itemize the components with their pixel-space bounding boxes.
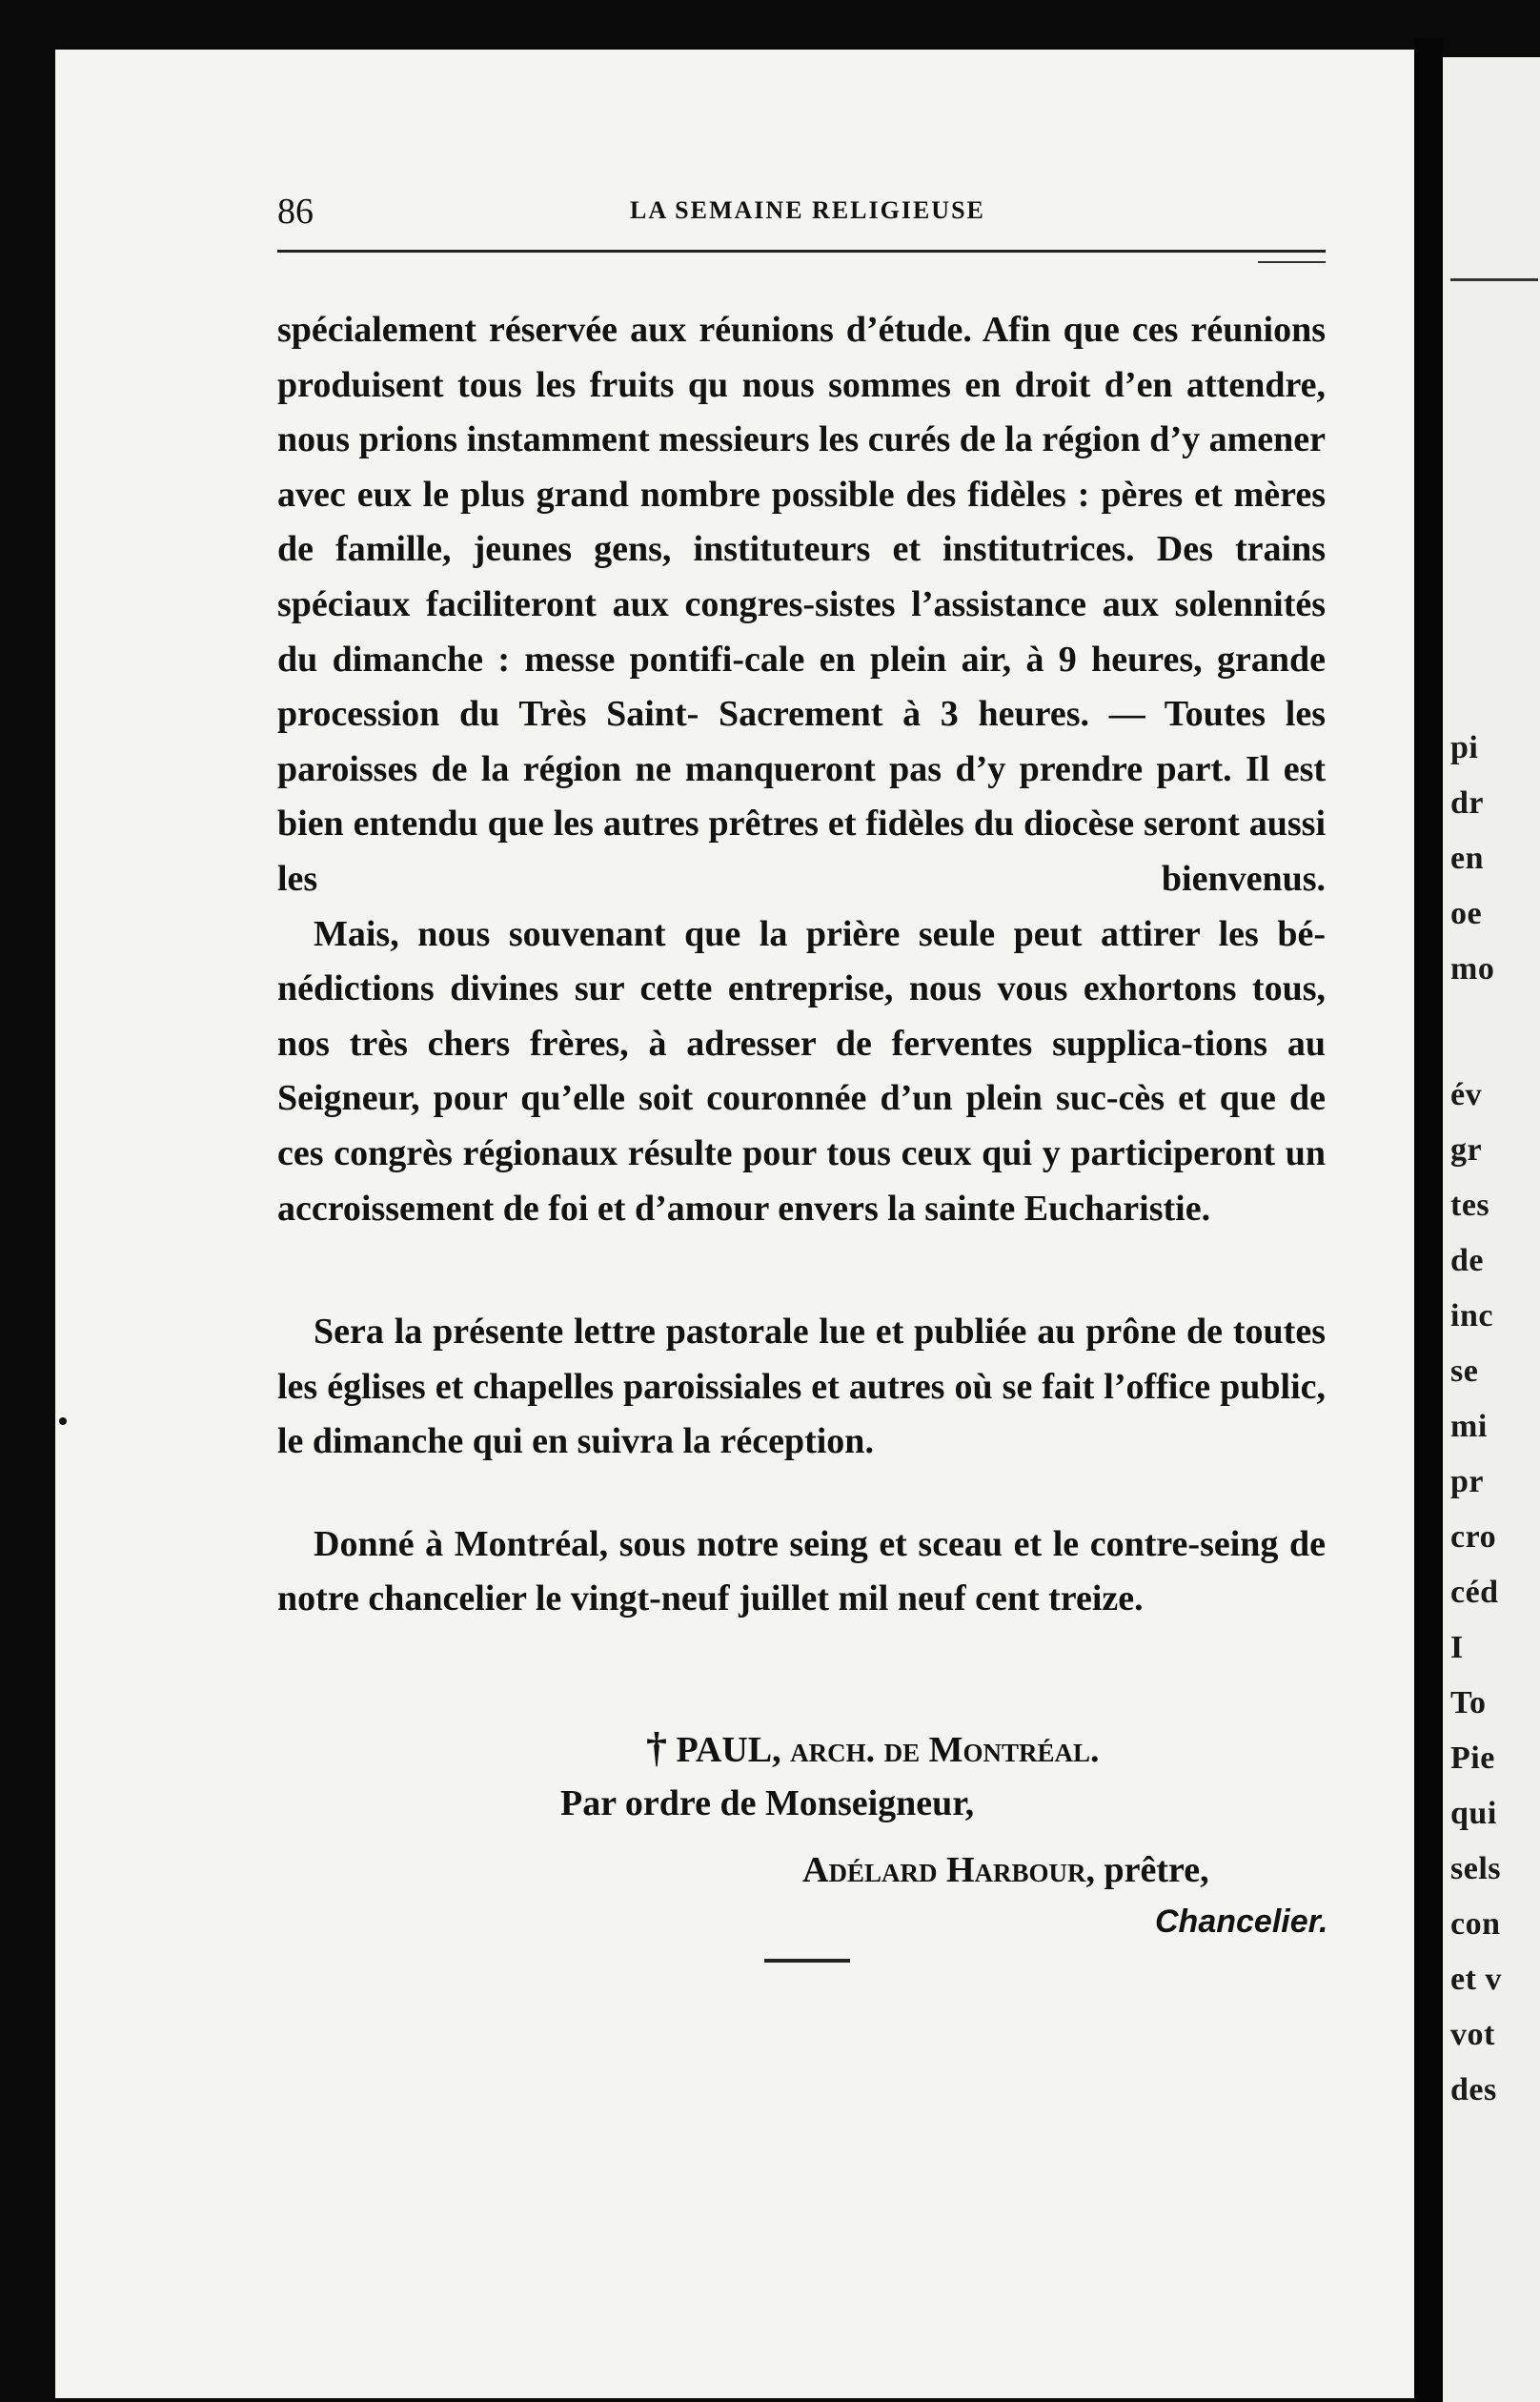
closing-rule <box>764 1959 850 1963</box>
text-line: tous, nos très chers frères, à adresser de ferventes supplica- <box>277 968 1326 1064</box>
scan-speck <box>59 1417 67 1425</box>
adjacent-page-fragment: des <box>1450 2072 1497 2107</box>
adjacent-page-fragment: év <box>1450 1077 1483 1112</box>
adjacent-page-fragment: se <box>1450 1354 1479 1389</box>
text-line: Donné à Montréal, sous notre seing et sceau et le contre- <box>314 1523 1201 1564</box>
adjacent-page-fragment: qui <box>1450 1796 1497 1831</box>
adjacent-page-fragment: pi <box>1450 730 1479 765</box>
page-header <box>277 191 1326 232</box>
book-spine <box>1414 38 1443 2402</box>
adjacent-page-fragment: To <box>1450 1685 1487 1720</box>
adjacent-page-fragment: con <box>1450 1906 1501 1942</box>
text-line: réunions produisent tous les fruits qu nous sommes en droit <box>277 310 1326 405</box>
text-line: nédictions divines sur cette entreprise, nous vous exhortons <box>277 968 1237 1009</box>
running-title: LA SEMAINE RELIGIEUSE <box>630 196 985 224</box>
secretary-role: prêtre, <box>1104 1850 1209 1890</box>
secretary-name: Adélard Harbour, <box>802 1850 1096 1890</box>
text-line: et institutrices. Des trains spéciaux faciliteront aux congres- <box>277 529 1326 624</box>
adjacent-page-fragment: mi <box>1450 1409 1488 1444</box>
text-line: sainte Eucharistie. <box>924 1188 1211 1229</box>
chancellor-title: Chancelier. <box>1155 1903 1328 1940</box>
archbishop-name: PAUL, <box>676 1730 781 1770</box>
text-line: l’office public, le dimanche qui en suivra la réception. <box>277 1366 1326 1462</box>
secretary-signature <box>802 1849 1209 1891</box>
adjacent-page-fragment: mo <box>1450 951 1495 987</box>
text-line: d’en attendre, nous prions instamment messieurs les curés de <box>277 364 1327 460</box>
text-line: Mais, nous souvenant que la prière seule peut attirer les bé- <box>314 913 1326 954</box>
adjacent-page-fragment: Pie <box>1450 1740 1495 1776</box>
text-line: seing de notre chancelier le vingt-neuf juillet mil neuf cent <box>277 1523 1326 1619</box>
adjacent-page-fragment: sels <box>1450 1851 1501 1886</box>
header-rule-secondary <box>1258 261 1326 263</box>
adjacent-page-fragment: inc <box>1450 1298 1493 1333</box>
adjacent-page-fragment: tes <box>1450 1188 1490 1223</box>
adjacent-page-fragment: en <box>1450 841 1484 876</box>
text-line: Sera la présente lettre pastorale lue et publiée au prône de <box>314 1312 1224 1353</box>
text-line: sistes l’assistance aux solennités du dimanche : messe pontifi- <box>277 583 1327 680</box>
paragraph <box>277 303 1326 907</box>
text-line: spécialement réservée aux réunions d’étude. Afin que ces <box>277 310 1179 350</box>
adjacent-page-fragment: oe <box>1450 896 1483 931</box>
adjacent-page-fragment: vot <box>1450 2017 1495 2052</box>
adjacent-page-fragment: I <box>1450 1630 1464 1665</box>
adjacent-page-fragment: de <box>1450 1243 1484 1278</box>
text-line: cale en plein air, à 9 heures, grande procession du Très Saint- <box>277 639 1326 735</box>
archbishop-signature <box>646 1723 1100 1772</box>
text-line: cès et que de ces congrès régionaux résulte pour tous ceux qui <box>277 1078 1326 1173</box>
body-text <box>277 303 1326 1627</box>
text-line: manqueront pas d’y prendre part. Il est bien entendu que les <box>277 748 1327 845</box>
paragraph <box>277 907 1326 1237</box>
adjacent-page-fragment: et v <box>1450 1962 1502 1997</box>
adjacent-page-fragment: pr <box>1450 1464 1484 1499</box>
paragraph <box>277 1305 1326 1470</box>
text-line: y participeront un accroissement de foi et d’amour envers la <box>277 1132 1327 1229</box>
text-line: tions au Seigneur, pour qu’elle soit couronnée d’un plein suc- <box>277 1023 1326 1119</box>
text-line: des fidèles : pères et mères de famille, jeunes gens, instituteurs <box>277 474 1327 570</box>
adjacent-page-fragment: céd <box>1450 1575 1499 1610</box>
text-line: treize. <box>1048 1578 1144 1619</box>
paragraph <box>277 1517 1326 1627</box>
text-line: toutes les églises et chapelles paroissiales et autres où se fait <box>277 1312 1326 1407</box>
by-order-line: Par ordre de Monseigneur, <box>560 1783 975 1823</box>
adjacent-page-fragment: cro <box>1450 1519 1497 1555</box>
adjacent-page-fragment: dr <box>1450 785 1484 821</box>
adjacent-page <box>1443 57 1540 2402</box>
text-line: autres prêtres et fidèles du diocèse seront aussi les bienvenus. <box>277 804 1327 899</box>
text-line: Sacrement à 3 heures. — Toutes les paroisses de la région ne <box>277 694 1327 789</box>
header-rule <box>277 250 1326 253</box>
page-number: 86 <box>277 192 314 232</box>
archbishop-title: arch. de Montréal. <box>790 1730 1100 1770</box>
adjacent-page-rule <box>1450 278 1538 281</box>
cross-icon: † <box>646 1724 667 1771</box>
adjacent-page-fragment: gr <box>1450 1132 1483 1168</box>
text-line: la région d’y amener avec eux le plus grand nombre possible <box>277 419 1326 515</box>
